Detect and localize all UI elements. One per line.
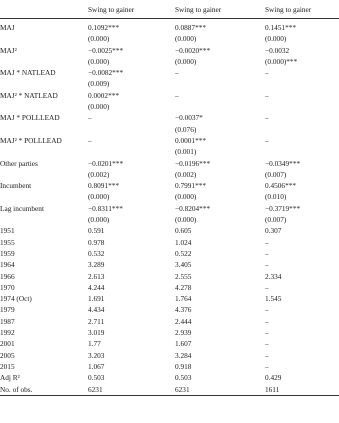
table-row [0,282,339,293]
row-label: 1966 [0,271,15,281]
coef-cell: – [175,68,179,78]
table-row [0,259,339,270]
table-row [0,67,339,78]
row-label: 1955 [0,237,15,247]
coef-cell: – [265,260,269,270]
coef-cell: −0.0037* [175,113,203,123]
header-cell: Swing to gainer [265,3,339,19]
row-label: Lag incumbent [0,203,44,213]
row-label: MAJ² * NATLEAD [0,90,58,100]
coef-cell: 0.429 [265,373,282,383]
stderr-cell: (0.010) [265,192,287,202]
coef-cell: 0.0002*** [88,90,120,100]
coef-cell: −0.0196*** [175,158,211,168]
header-cell: Swing to gainer [88,3,175,19]
stderr-cell [175,101,265,112]
stderr-cell: (0.000) [175,192,197,202]
coef-cell: −0.0349*** [265,158,301,168]
coef-cell: – [88,113,92,123]
coef-cell: – [175,90,179,100]
table-row [0,304,339,315]
coef-cell: 0.532 [88,248,105,258]
row-label: 2005 [0,350,15,360]
coef-cell: 4.244 [88,282,105,292]
table-row [0,237,339,248]
coef-cell: – [265,328,269,338]
row-label: 1959 [0,248,15,258]
coef-cell: – [265,361,269,371]
row-label: 1951 [0,226,15,236]
coef-cell: 0.4506*** [265,181,297,191]
coef-cell: – [265,237,269,247]
stderr-cell: (0.000) [88,56,110,66]
stderr-cell: (0.002) [175,169,197,179]
coef-cell: 0.7991*** [175,181,207,191]
stderr-cell [88,124,175,135]
coef-cell: 0.1451*** [265,23,297,32]
row-label: 2015 [0,361,15,371]
table-row [0,90,339,101]
coef-cell: −0.0032 [265,45,290,55]
table-row [0,158,339,169]
stderr-cell: (0.001) [175,147,197,157]
coef-cell: −0.8204*** [175,203,211,213]
coef-cell: 1.764 [175,294,192,304]
stderr-cell: (0.000) [175,34,197,44]
stderr-row [0,214,339,225]
stderr-row [0,124,339,135]
row-label: No. of obs. [0,384,33,394]
coef-cell: 0.918 [175,361,192,371]
coef-cell: −0.8311*** [88,203,123,213]
stderr-cell: (0.000) [175,215,197,225]
row-label: MAJ [0,23,15,32]
coef-cell: – [265,90,269,100]
row-label: MAJ² * POLLLEAD [0,135,62,145]
coef-cell: 6231 [175,384,190,394]
stderr-cell [265,78,339,89]
table-row [0,22,339,33]
coef-cell: – [265,113,269,123]
coef-cell: 0.307 [265,226,282,236]
stderr-row [0,78,339,89]
coef-cell: 1.607 [175,339,192,349]
stderr-cell: (0.009) [88,79,110,89]
coef-cell: −0.0025*** [88,45,124,55]
row-label: 1970 [0,282,15,292]
coef-cell: 0.8091*** [88,181,120,191]
coef-cell: −0.3719*** [265,203,301,213]
stderr-cell: (0.000) [265,34,287,44]
coef-cell: 0.503 [88,373,105,383]
table-row [0,112,339,123]
row-label: MAJ² [0,45,17,55]
coef-cell: 1611 [265,384,280,394]
coef-cell: – [265,68,269,78]
coef-cell: 0.1092*** [88,23,120,32]
stderr-row [0,191,339,202]
coef-cell: – [265,282,269,292]
table-row [0,350,339,361]
stderr-cell [175,78,265,89]
regression-table [0,3,339,398]
table-row [0,361,339,372]
stderr-cell: (0.000) [88,34,110,44]
coef-cell: – [265,305,269,315]
table-row [0,45,339,56]
table-row [0,248,339,259]
coef-cell: 3.019 [88,328,105,338]
stderr-cell: (0.000)*** [265,56,298,66]
row-label: MAJ * POLLLEAD [0,113,60,123]
table-row [0,293,339,304]
coef-cell: 6231 [88,384,103,394]
coef-cell: 2.613 [88,271,105,281]
stderr-cell: (0.000) [88,215,110,225]
table-row [0,384,339,396]
table-row [0,338,339,349]
row-label: 1992 [0,328,15,338]
row-label: Adj R² [0,373,20,383]
stderr-cell: (0.007) [265,215,287,225]
coef-cell: 1.024 [175,237,192,247]
row-label: 1987 [0,316,15,326]
stderr-cell [265,124,339,135]
coef-cell: 0.0001*** [175,135,207,145]
coef-cell: 0.591 [88,226,105,236]
coef-cell: −0.0020*** [175,45,211,55]
stderr-cell: (0.007) [265,169,287,179]
table-row [0,271,339,282]
coef-cell: 1.545 [265,294,282,304]
header-cell [0,3,88,19]
header-cell: Swing to gainer [175,3,265,19]
table-row [0,180,339,191]
coef-cell: 3.284 [175,350,192,360]
coef-cell: – [265,350,269,360]
row-label: MAJ * NATLEAD [0,68,56,78]
stderr-cell: (0.000) [88,192,110,202]
coef-cell: 2.711 [88,316,105,326]
stderr-cell [88,146,175,157]
coef-cell: 3.203 [88,350,105,360]
row-label: 1979 [0,305,15,315]
stderr-cell: (0.076) [175,124,197,134]
coef-cell: 3.405 [175,260,192,270]
coef-cell: −0.0082*** [88,68,124,78]
coef-cell: – [265,248,269,258]
stderr-cell: (0.000) [175,56,197,66]
stderr-row [0,56,339,67]
row-label: 2001 [0,339,15,349]
coef-cell: 0.605 [175,226,192,236]
stderr-cell: (0.002) [88,169,110,179]
table-row [0,135,339,146]
coef-cell: 4.376 [175,305,192,315]
coef-cell: 2.334 [265,271,282,281]
row-label: Other parties [0,158,38,168]
stderr-cell [265,146,339,157]
stderr-row [0,33,339,44]
coef-cell: 1.77 [88,339,101,349]
coef-cell: 4.434 [88,305,105,315]
stderr-row [0,101,339,112]
coef-cell: 0.503 [175,373,192,383]
row-label: 1974 (Oct) [0,294,32,304]
table-row [0,327,339,338]
coef-cell: 0.978 [88,237,105,247]
row-label: 1964 [0,260,15,270]
stderr-cell: (0.000) [88,102,110,112]
coef-cell: – [265,135,269,145]
coef-cell: 1.067 [88,361,105,371]
coef-cell: 0.522 [175,248,192,258]
stderr-row [0,169,339,180]
table-row [0,225,339,236]
coef-cell: 4.278 [175,282,192,292]
table-row [0,316,339,327]
stderr-cell [265,101,339,112]
coef-cell: 0.0887*** [175,23,207,32]
coef-cell: 2.939 [175,328,192,338]
header-row [0,3,339,19]
coef-cell: – [88,135,92,145]
coef-cell: 3.289 [88,260,105,270]
table-row [0,203,339,214]
row-label: Incumbent [0,181,32,191]
coef-cell: 2.444 [175,316,192,326]
coef-cell: 1.691 [88,294,105,304]
coef-cell: −0.0201*** [88,158,124,168]
coef-cell: – [265,316,269,326]
coef-cell: – [265,339,269,349]
table-body [0,22,339,395]
coef-cell: 2.555 [175,271,192,281]
table-row [0,372,339,383]
stderr-row [0,146,339,157]
